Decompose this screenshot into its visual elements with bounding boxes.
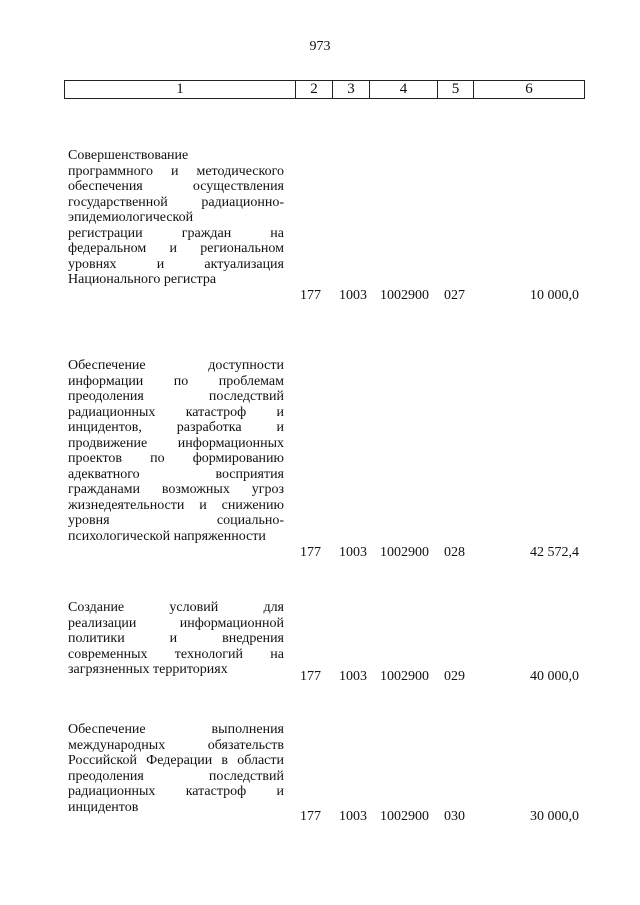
description-line: реализации информационной <box>68 615 284 631</box>
row-col4-value: 1002900 <box>380 809 429 824</box>
row-col4-value: 1002900 <box>380 669 429 684</box>
description-line: Создание условий для <box>68 600 284 615</box>
description-line: радиационных катастроф и <box>68 404 284 420</box>
description-line: современных технологий на <box>68 646 284 662</box>
column-header-6: 6 <box>525 81 533 97</box>
column-header-2: 2 <box>296 81 333 98</box>
row-col2-value: 177 <box>300 288 321 303</box>
description-line: гражданами возможных угроз <box>68 482 284 497</box>
description-line: психологической напряженности <box>68 528 266 544</box>
column-header-row <box>64 80 585 99</box>
row-col4-value: 1002900 <box>380 545 429 560</box>
row-col2-value: 177 <box>300 669 321 684</box>
row-amount-value: 30 000,0 <box>530 809 579 824</box>
row-amount-value: 10 000,0 <box>530 288 579 303</box>
row-amount-value: 40 000,0 <box>530 669 579 684</box>
column-header-3: 3 <box>333 81 370 98</box>
description-line: международных обязательств <box>68 737 284 753</box>
row-description <box>68 358 284 544</box>
description-line: политики и внедрения <box>68 631 284 646</box>
description-line: уровнях и актуализация <box>68 256 284 272</box>
description-line: уровня социально- <box>68 513 284 528</box>
description-line: адекватного восприятия <box>68 466 284 482</box>
description-line: информации по проблемам <box>68 373 284 389</box>
row-col5-value: 029 <box>444 669 465 684</box>
description-line: загрязненных территориях <box>68 662 228 677</box>
row-col4-value: 1002900 <box>380 288 429 303</box>
description-line: жизнедеятельности и снижению <box>68 497 284 513</box>
description-line: федеральном и региональном <box>68 241 284 256</box>
row-description <box>68 600 284 678</box>
row-col5-value: 027 <box>444 288 465 303</box>
description-line: преодоления последствий <box>68 389 284 404</box>
row-col2-value: 177 <box>300 545 321 560</box>
description-line: продвижение информационных <box>68 435 284 451</box>
description-line: Российской Федерации в области <box>68 753 284 768</box>
description-line: инцидентов <box>68 799 139 815</box>
row-col2-value: 177 <box>300 809 321 824</box>
description-line: обеспечения осуществления <box>68 179 284 194</box>
row-col3-value: 1003 <box>339 809 367 824</box>
description-line: регистрации граждан на <box>68 225 284 241</box>
description-line: преодоления последствий <box>68 768 284 784</box>
description-line: Обеспечение выполнения <box>68 722 284 737</box>
row-col3-value: 1003 <box>339 669 367 684</box>
row-description <box>68 148 284 288</box>
column-header-1: 1 <box>65 81 296 98</box>
row-col3-value: 1003 <box>339 545 367 560</box>
row-col5-value: 028 <box>444 545 465 560</box>
description-line: эпидемиологической <box>68 210 194 225</box>
row-description <box>68 722 284 815</box>
description-line: государственной радиационно- <box>68 194 284 210</box>
description-line: Национального регистра <box>68 272 217 287</box>
row-amount-value: 42 572,4 <box>530 545 579 560</box>
column-header-5: 5 <box>438 81 474 98</box>
row-col5-value: 030 <box>444 809 465 824</box>
page-number: 973 <box>309 39 331 54</box>
description-line: проектов по формированию <box>68 451 284 466</box>
description-line: программного и методического <box>68 163 284 179</box>
description-line: инцидентов, разработка и <box>68 420 284 435</box>
description-line: Совершенствование <box>68 148 189 163</box>
description-line: радиационных катастроф и <box>68 784 284 799</box>
description-line: Обеспечение доступности <box>68 358 284 373</box>
column-header-4: 4 <box>370 81 438 98</box>
row-col3-value: 1003 <box>339 288 367 303</box>
